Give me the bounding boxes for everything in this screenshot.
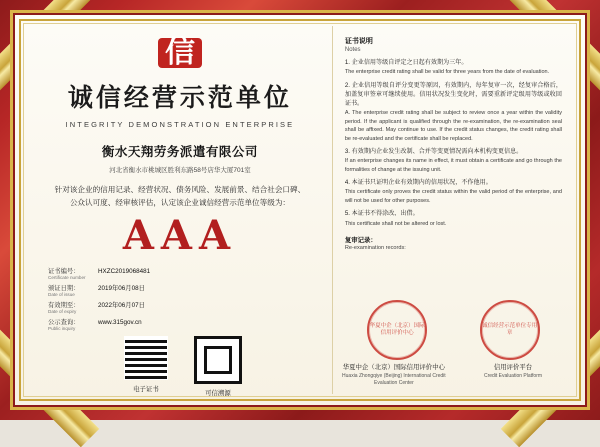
meta-value: 2022年06月07日: [98, 301, 145, 309]
certificate-right-panel: [333, 26, 574, 394]
signature-cn: 华夏中企（北京）国际信用评价中心: [342, 363, 445, 371]
note-cn: 5. 本证书不得涂改、出借。: [344, 210, 419, 218]
meta-row: [48, 300, 320, 314]
meta-label: [48, 283, 98, 297]
official-stamp-right: 诚信经营示范单位专用章: [480, 300, 540, 360]
code-caption: 可信溯源: [205, 389, 231, 397]
meta-label-en: Public inquiry: [48, 325, 76, 331]
company-name: 衡水天翔劳务派遣有限公司: [101, 144, 258, 159]
meta-label-en: Certificate number: [48, 274, 86, 280]
reexamination-records: [345, 235, 562, 251]
certificate-content: [26, 26, 574, 397]
notes-list: [345, 58, 562, 228]
meta-label-cn: 颁证日期：: [48, 284, 80, 292]
code-caption: 电子证书: [133, 385, 159, 393]
note-item: [345, 147, 562, 174]
gold-frame: [10, 10, 590, 410]
official-stamp-left: 华夏中企（北京）国际信用评价中心: [367, 300, 427, 360]
certificate-meta: [40, 266, 320, 334]
seal-logo-icon: [158, 35, 202, 70]
notes-header-cn: 证书说明: [344, 38, 373, 45]
stamp-group: [341, 300, 566, 360]
note-en: If an enterprise changes its name in effect, it must obtain a certificate and go through the formalities of change at the issuing unit.: [344, 158, 562, 173]
certificate-title-en: INTEGRITY DEMONSTRATION ENTERPRISE: [65, 120, 295, 129]
trace-code-icon[interactable]: [194, 336, 242, 384]
note-en: The enterprise credit rating shall be valid for three years from the date of evaluation.: [344, 69, 550, 76]
notes-header-en: Notes: [344, 47, 361, 53]
note-item: [345, 178, 562, 205]
note-en: A. The enterprise credit rating shall be subject to review once a year within the validity period. If the applicant is qualified through the re-examination, the re-examination seal shall be affixed. May continue to use. If the credit status changes, the credit rating shall be re-evaluated and the certificate shall be replaced.: [344, 110, 562, 142]
note-cn: 3. 有效期内企业发生改制、合并等变更情况需向本机构变更信息。: [344, 148, 523, 156]
reexam-label-cn: 复审记录：: [344, 237, 377, 245]
note-cn: 2. 企业信用等级自评分变更等原因，有效期内，每年复审一次，经复审合格后，加盖复审签章可继续使用。信用状况发生变化时，需要重新评定级用等级或收回证书。: [344, 81, 562, 107]
signature-cn: 信用评价平台: [493, 363, 533, 371]
code-section: [118, 336, 242, 397]
signature-en: Huaxia Zhongqiye (Beijing) International Credit Evaluation Center: [342, 373, 446, 386]
note-item: [345, 58, 562, 77]
meta-label-cn: 有效期至：: [48, 301, 80, 309]
meta-row: [48, 266, 320, 280]
qr-code-icon[interactable]: [124, 336, 168, 380]
credit-grade: AAA: [122, 211, 237, 259]
meta-label-en: Date of issue: [48, 291, 75, 297]
signature-left: [339, 362, 449, 386]
signature-en: Credit Evaluation Platform: [483, 373, 543, 379]
meta-value: HXZC2019068481: [98, 267, 151, 275]
meta-label-cn: 证书编号：: [48, 267, 80, 275]
reexam-label-en: Re-examination records:: [344, 245, 406, 252]
note-item: [345, 209, 562, 228]
note-cn: 1. 企业信用等级自评定之日起有效期为三年。: [344, 59, 468, 66]
note-en: This certificate only proves the credit status within the valid period of the enterprise, and will not be used for other purposes.: [344, 189, 562, 204]
meta-row: [48, 317, 320, 331]
note-item: [345, 81, 562, 143]
company-address: 河北省衡水市桃城区胜利东路58号店华大厦701室: [109, 167, 251, 174]
meta-row: [48, 283, 320, 297]
note-cn: 4. 本证书只证明企业有效期内的信用状况，不作他用。: [344, 179, 492, 187]
signature-group: [339, 362, 568, 386]
signature-right: [458, 362, 568, 386]
seal-logo-glyph: 信: [164, 35, 195, 70]
trace-source-code[interactable]: [194, 336, 242, 397]
notes-header: [345, 36, 562, 53]
meta-label: [48, 317, 98, 331]
certificate-left-panel: [26, 26, 333, 397]
note-en: This certificate shall not be altered or lost.: [344, 220, 447, 227]
meta-label: [48, 266, 98, 280]
meta-value[interactable]: www.315gov.cn: [98, 318, 142, 326]
electronic-certificate-code[interactable]: [124, 336, 168, 393]
meta-label-en: Date of expiry: [48, 308, 77, 314]
meta-label-cn: 公示查询：: [48, 318, 80, 326]
meta-value: 2019年06月08日: [98, 284, 145, 292]
meta-label: [48, 300, 98, 314]
certificate-title-cn: 诚信经营示范单位: [67, 83, 292, 112]
certificate-body-text: 针对该企业的信用记录、经营状况、债务风险、发展前景、结合社会口碑、公众认可度、经审核评估，认定该企业诚信经营示范单位等级为：: [54, 185, 306, 208]
